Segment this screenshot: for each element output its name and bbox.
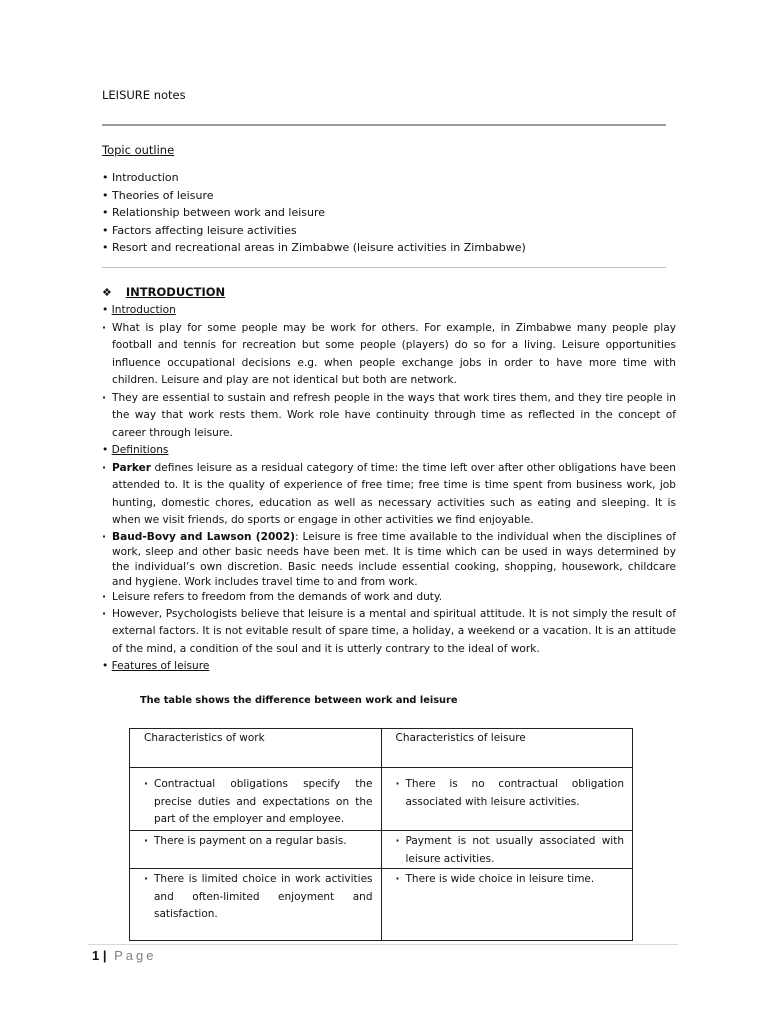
title-divider xyxy=(102,124,666,126)
definitions-subheading: Definitions xyxy=(111,444,169,456)
definition-freedom: · Leisure refers to freedom from the demands of work and duty. xyxy=(102,590,676,605)
diamond-bullet-icon: ❖ xyxy=(102,286,112,299)
definition-parker-text: defines leisure as a residual category of time: the time left over after other obligations have been attended to. It is the quality of experience of free time; free time is time spent from business work, job hunting, domestic chores, education as well as necessary activities such as eating and sleeping. It is when we visit friends, do sports or engage in other activities we find enjoyable. xyxy=(112,461,676,526)
definition-baud-text: : Leisure is free time available to the individual when the disciplines of work, sleep and other basic needs have been met. It is time which can be used in ways determined by the individual’s own discretion. Basic needs include essential cooking, shopping, housework, childcare and hygiene. Work includes travel time to and from work. xyxy=(112,530,676,589)
intro-subheading-line xyxy=(102,302,676,320)
intro-point: · They are essential to sustain and refresh people in the ways that work tires them, and they tire people in the way that work rests them. Work role have continuity through time as reflected in the concept of career through leisure. xyxy=(102,390,676,443)
table-cell-text: · There is wide choice in leisure time. xyxy=(396,871,625,889)
table-cell xyxy=(381,831,633,869)
outline-item: • Introduction xyxy=(102,169,672,187)
table-cell-text: · There is no contractual obligation associated with leisure activities. xyxy=(396,776,625,811)
definitions-subheading-line xyxy=(102,442,676,460)
page-footer xyxy=(92,948,157,963)
page-number: 1 xyxy=(92,948,100,963)
features-subheading-line xyxy=(102,658,676,676)
definition-psychologists: · However, Psychologists believe that leisure is a mental and spiritual attitude. It is not simply the result of external factors. It is not evitable result of spare time, a holiday, a weekend or a vacation. It is an attitude of the mind, a condition of the soul and it is utterly contrary to the ideal of work. xyxy=(102,606,676,659)
table-row xyxy=(130,831,633,869)
outline-item: • Factors affecting leisure activities xyxy=(102,222,672,240)
table-cell-text: · There is payment on a regular basis. xyxy=(144,833,373,851)
table-cell-text: · Contractual obligations specify the precise duties and expectations on the part of the employer and employee. xyxy=(144,776,373,829)
work-leisure-table xyxy=(129,728,633,941)
intro-subheading: Introduction xyxy=(111,304,176,316)
table-cell xyxy=(130,869,382,941)
features-subheading: Features of leisure xyxy=(111,660,210,673)
definition-baud-name: Baud-Bovy and Lawson (2002) xyxy=(112,530,295,543)
footer-separator: | xyxy=(102,948,107,963)
document-title: LEISURE notes xyxy=(102,88,186,102)
outline-list xyxy=(102,169,672,257)
table-cell xyxy=(130,831,382,869)
table-cell xyxy=(381,768,633,831)
outline-item: • Resort and recreational areas in Zimbabwe (leisure activities in Zimbabwe) xyxy=(102,239,672,257)
section-heading-text: INTRODUCTION xyxy=(125,285,226,299)
table-cell xyxy=(381,869,633,941)
table-cell-text: · Payment is not usually associated with leisure activities. xyxy=(396,833,625,868)
definition-parker xyxy=(102,460,676,530)
outline-divider xyxy=(102,267,666,268)
outline-item: • Theories of leisure xyxy=(102,187,672,205)
table-row xyxy=(130,869,633,941)
introduction-body xyxy=(102,302,676,676)
table-row xyxy=(130,768,633,831)
footer-divider xyxy=(88,944,678,945)
page-label: Page xyxy=(114,948,157,963)
table-header-cell: Characteristics of leisure xyxy=(381,729,633,768)
definition-baud-bovy xyxy=(102,530,676,591)
outline-item: • Relationship between work and leisure xyxy=(102,204,672,222)
section-heading xyxy=(102,285,225,299)
table-header-cell: Characteristics of work xyxy=(130,729,382,768)
table-caption: The table shows the difference between work and leisure xyxy=(140,695,458,706)
table-cell-text: · There is limited choice in work activities and often-limited enjoyment and satisfaction. xyxy=(144,871,373,924)
intro-point: · What is play for some people may be work for others. For example, in Zimbabwe many people play football and tennis for recreation but some people (players) do so for a living. Leisure opportunities influence occupational decisions e.g. when people exchange jobs in order to have more time with children. Leisure and play are not identical but both are network. xyxy=(102,320,676,390)
table-cell xyxy=(130,768,382,831)
outline-title: Topic outline xyxy=(102,143,175,157)
table-header-row xyxy=(130,729,633,768)
definition-parker-name: Parker xyxy=(112,461,152,474)
